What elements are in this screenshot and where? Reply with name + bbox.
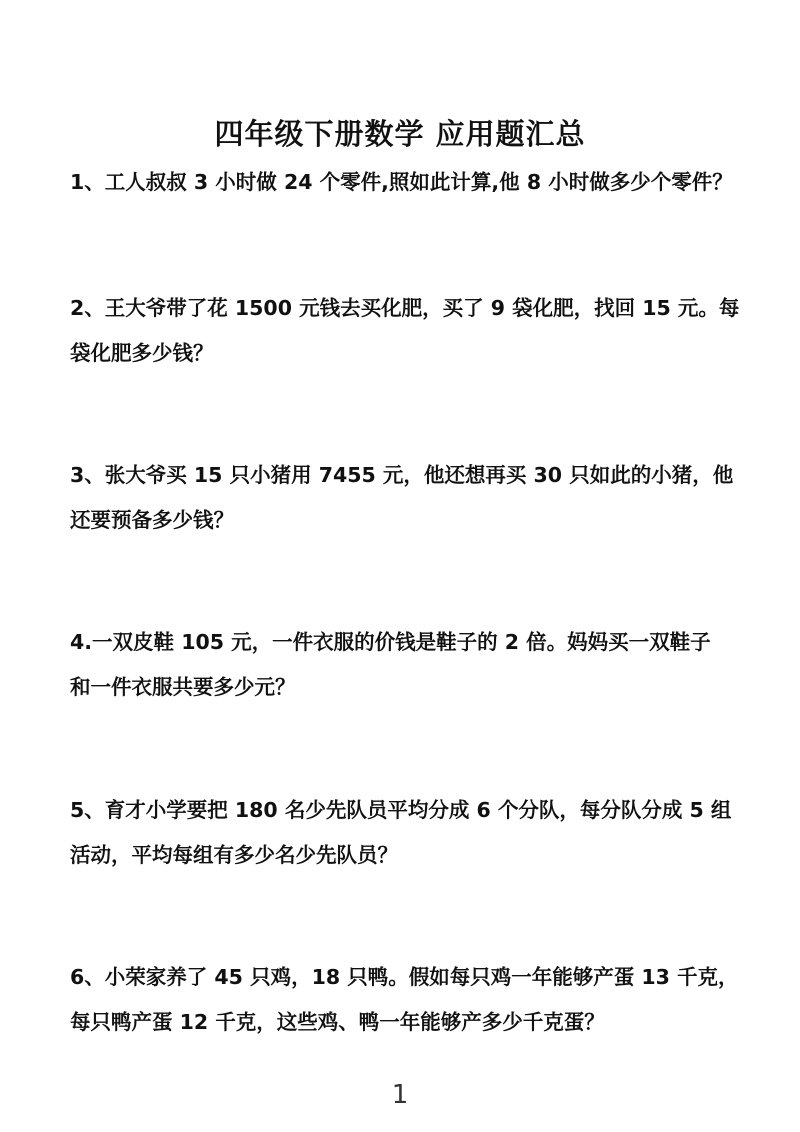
- question-6-line-2: 每只鸭产蛋 12 千克，这些鸡、鸭一年能够产多少千克蛋？: [70, 1010, 605, 1034]
- question-1-line-1: 1、工人叔叔 3 小时做 24 个零件,照如此计算,他 8 小时做多少个零件？: [70, 170, 733, 194]
- question-2-line-2: 袋化肥多少钱？: [70, 341, 214, 365]
- question-4-line-1: 4.一双皮鞋 105 元，一件衣服的价钱是鞋子的 2 倍。妈妈买一双鞋子: [70, 630, 711, 654]
- question-6: [70, 955, 739, 1045]
- question-3-line-2: 还要预备多少钱？: [70, 508, 234, 532]
- page-title: 四年级下册数学 应用题汇总: [214, 117, 586, 151]
- question-6-line-1: 6、小荣家养了 45 只鸡，18 只鸭。假如每只鸡一年能够产蛋 13 千克，: [70, 965, 739, 989]
- question-3-line-1: 3、张大爷买 15 只小猪用 7455 元，他还想再买 30 只如此的小猪，他: [70, 463, 734, 487]
- question-5: [70, 788, 730, 878]
- page-number: 1: [391, 1080, 409, 1110]
- question-1: [70, 160, 733, 205]
- question-3: [70, 453, 734, 543]
- question-4: [70, 620, 730, 710]
- question-2-line-1: 2、王大爷带了花 1500 元钱去买化肥，买了 9 袋化肥，找回 15 元。每: [70, 296, 740, 320]
- question-5-line-1: 5、育才小学要把 180 名少先队员平均分成 6 个分队，每分队分成 5 组: [70, 798, 732, 822]
- question-5-line-2: 活动，平均每组有多少名少先队员？: [70, 843, 398, 867]
- question-4-line-2: 和一件衣服共要多少元？: [70, 675, 296, 699]
- question-2: [70, 286, 740, 376]
